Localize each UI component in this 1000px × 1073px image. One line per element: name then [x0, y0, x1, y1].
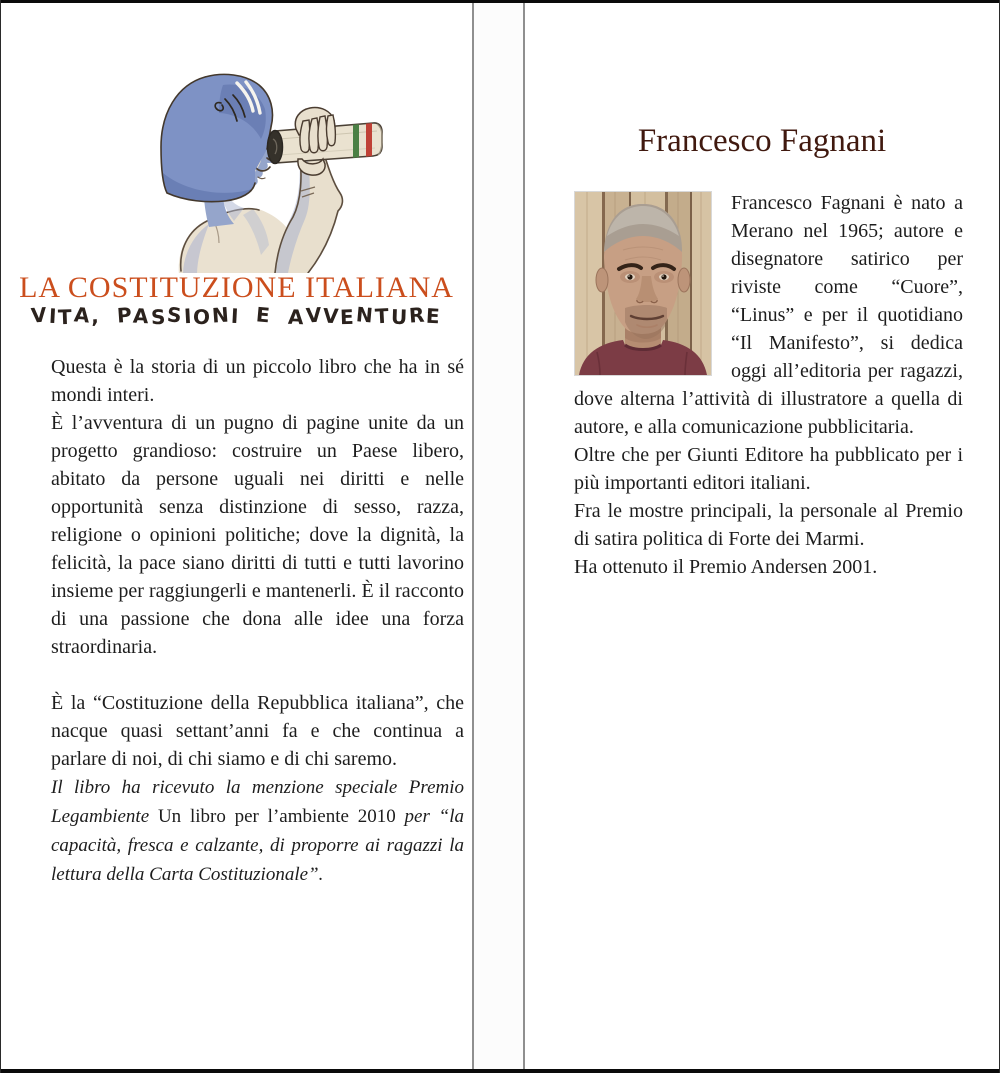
- flap-paragraph: Questa è la storia di un piccolo libro che ha in sé mondi interi.: [51, 356, 464, 406]
- flap-paragraph: È la “Costituzione della Repubblica italiana”, che nacque quasi settant’anni fa e che continua a parlare di noi, di chi siamo e di chi saremo.: [51, 692, 464, 770]
- bio-paragraph: Fra le mostre principali, la personale al Premio di satira politica di Forte dei Marmi.: [574, 500, 963, 550]
- front-flap-panel: [1, 3, 472, 1069]
- award-note-italic-lead: Il libro ha ricevuto la menzione speciale Premio Legambiente: [51, 777, 464, 827]
- cover-subtitle: VITA, PASSIONI E AVVENTURE: [30, 302, 443, 330]
- cover-title: LA COSTITUZIONE ITALIANA: [19, 271, 454, 304]
- author-bio: [574, 189, 963, 581]
- flap-text-block: [51, 353, 464, 889]
- author-flap-panel: [525, 3, 999, 1069]
- bio-paragraph: Oltre che per Giunti Editore ha pubblicato per i più importanti editori italiani.: [574, 444, 963, 494]
- author-photo: [574, 191, 712, 376]
- panel-gutter: [472, 3, 525, 1069]
- flap-paragraph: È l’avventura di un pugno di pagine unite da un progetto grandioso: costruire un Paese libero, abitato da persone uguali nei diritti e nelle opportunità senza distinzione di sesso, razza, religione o opinioni politiche; dove la dignità, la felicità, la pace siano diritti di tutti e tutti lavorino insieme per raggiungerli e mantenerli. È il racconto di una passione che dona alle idee una forza straordinaria.: [51, 412, 464, 658]
- cover-illustration-icon: [149, 69, 471, 273]
- award-note-italic-tail: per “la capacità, fresca e calzante, di proporre ai ragazzi la lettura della Carta Costituzionale”.: [51, 806, 464, 885]
- bio-paragraph: Francesco Fagnani è nato a Merano nel 1965; autore e disegnatore satirico per riviste come “Cuore”, “Linus” e per il quotidiano “Il Manifesto”, si dedica oggi all’editoria per ragazzi, dove alterna l’attività di illustratore a quella di autore, e alla comunicazione pubblicitaria.: [574, 192, 963, 438]
- award-note-roman: Un libro per l’ambiente 2010: [157, 806, 405, 827]
- bottom-border: [0, 1069, 1000, 1073]
- bio-paragraph: Ha ottenuto il Premio Andersen 2001.: [574, 556, 878, 578]
- author-name: Francesco Fagnani: [637, 123, 887, 159]
- award-note: [51, 773, 464, 889]
